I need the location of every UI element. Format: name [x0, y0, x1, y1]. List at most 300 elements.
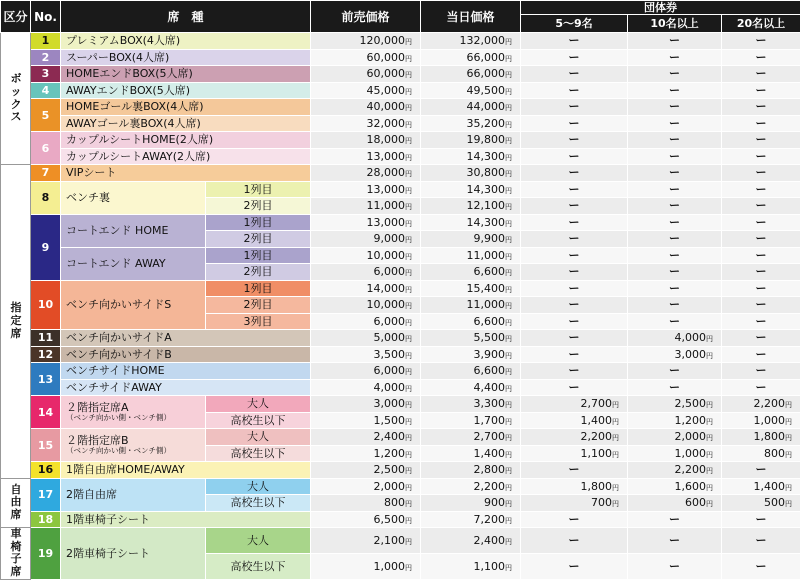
group-price-20: ー [722, 313, 801, 330]
dayof-price-value: 49,500 [466, 83, 506, 97]
yen-unit: 円 [706, 417, 714, 426]
yen-unit: 円 [405, 450, 413, 459]
group-price-20: ー [722, 247, 801, 264]
dayof-price-value: 9,900 [473, 232, 506, 246]
seat-name-text: ベンチ向かいサイドA [66, 331, 172, 345]
yen-unit: 円 [505, 450, 513, 459]
yen-unit: 円 [505, 269, 513, 278]
group-price-10-value: 1,200 [674, 413, 707, 427]
seat-name-text: コートエンド HOME [66, 224, 169, 237]
group-price-20 [722, 412, 801, 429]
table-row [1, 478, 801, 495]
yen-unit: 円 [505, 417, 513, 426]
seat-number: 18 [31, 511, 61, 528]
dayof-price [421, 280, 521, 297]
yen-unit: 円 [505, 252, 513, 261]
seat-name-text: ベンチサイドAWAY [66, 380, 162, 394]
dayof-price [421, 33, 521, 50]
seat-sub-category: 高校生以下 [206, 553, 311, 579]
advance-price-value: 5,000 [373, 331, 406, 345]
table-row [1, 132, 801, 149]
yen-unit: 円 [505, 203, 513, 212]
advance-price [311, 165, 421, 182]
seat-number: 5 [31, 99, 61, 132]
group-price-5-9: ー [521, 148, 628, 165]
yen-unit: 円 [612, 450, 620, 459]
yen-unit: 円 [706, 500, 714, 509]
advance-price [311, 231, 421, 248]
group-price-5-9: ー [521, 297, 628, 314]
seat-name [61, 115, 311, 132]
dayof-price [421, 99, 521, 116]
group-price-10: ー [628, 198, 722, 215]
seat-name [61, 330, 311, 347]
advance-price-value: 1,500 [373, 413, 406, 427]
yen-unit: 円 [405, 186, 413, 195]
group-price-10-value: 4,000 [674, 331, 707, 345]
advance-price [311, 330, 421, 347]
group-price-10: ー [628, 528, 722, 554]
advance-price [311, 511, 421, 528]
seat-name-text: HOMEエンドBOX(5人席) [66, 67, 193, 81]
advance-price-value: 40,000 [366, 100, 406, 114]
yen-unit: 円 [405, 120, 413, 129]
advance-price-value: 28,000 [366, 166, 406, 180]
seat-sub-category: 大人 [206, 528, 311, 554]
yen-unit: 円 [505, 516, 513, 525]
group-price-5-9: ー [521, 379, 628, 396]
group-price-10: ー [628, 313, 722, 330]
advance-price-value: 2,400 [373, 430, 406, 444]
group-price-5-9-value: 1,400 [580, 413, 613, 427]
seat-name [61, 346, 311, 363]
yen-unit: 円 [405, 137, 413, 146]
advance-price [311, 379, 421, 396]
yen-unit: 円 [405, 467, 413, 476]
advance-price [311, 478, 421, 495]
group-price-20: ー [722, 363, 801, 380]
yen-unit: 円 [405, 516, 413, 525]
table-row [1, 462, 801, 479]
seat-name-text: 1階車椅子シート [66, 512, 150, 526]
group-price-10: ー [628, 363, 722, 380]
seat-name-text: カップルシートAWAY(2人席) [66, 149, 211, 163]
yen-unit: 円 [785, 434, 793, 443]
table-row [1, 528, 801, 554]
group-price-10: ー [628, 379, 722, 396]
group-price-20 [722, 396, 801, 413]
group-price-5-9: ー [521, 247, 628, 264]
advance-price [311, 49, 421, 66]
group-price-10: ー [628, 280, 722, 297]
table-row [1, 181, 801, 198]
advance-price-value: 13,000 [366, 215, 406, 229]
yen-unit: 円 [505, 87, 513, 96]
group-price-5-9: ー [521, 165, 628, 182]
advance-price [311, 495, 421, 512]
header-section: 区分 [1, 1, 31, 33]
yen-unit: 円 [405, 500, 413, 509]
group-price-10: ー [628, 264, 722, 281]
seat-number: 14 [31, 396, 61, 429]
seat-sub-category: 2列目 [206, 264, 311, 281]
dayof-price [421, 495, 521, 512]
seat-name-text: 2階自由席 [66, 488, 117, 501]
group-price-5-9: ー [521, 363, 628, 380]
seat-number: 19 [31, 528, 61, 580]
dayof-price [421, 429, 521, 446]
yen-unit: 円 [505, 137, 513, 146]
yen-unit: 円 [785, 401, 793, 410]
advance-price-value: 13,000 [366, 182, 406, 196]
group-price-20: ー [722, 115, 801, 132]
yen-unit: 円 [505, 563, 513, 572]
group-price-10 [628, 478, 722, 495]
group-price-5-9: ー [521, 99, 628, 116]
table-row [1, 363, 801, 380]
group-price-5-9: ー [521, 33, 628, 50]
yen-unit: 円 [505, 285, 513, 294]
group-price-5-9: ー [521, 181, 628, 198]
seat-name [61, 462, 311, 479]
seat-number: 6 [31, 132, 61, 165]
dayof-price-value: 7,200 [473, 512, 506, 526]
yen-unit: 円 [505, 537, 513, 546]
section-name: ボックス [10, 72, 22, 124]
yen-unit: 円 [405, 335, 413, 344]
group-price-20: ー [722, 33, 801, 50]
table-row [1, 247, 801, 264]
advance-price [311, 148, 421, 165]
advance-price-value: 6,000 [373, 364, 406, 378]
dayof-price-value: 14,300 [466, 215, 506, 229]
dayof-price [421, 396, 521, 413]
advance-price [311, 297, 421, 314]
yen-unit: 円 [405, 104, 413, 113]
seat-name-text: ２階指定席B [66, 434, 129, 448]
group-price-5-9: ー [521, 198, 628, 215]
advance-price-value: 10,000 [366, 298, 406, 312]
group-price-5-9: ー [521, 214, 628, 231]
advance-price-value: 9,000 [373, 232, 406, 246]
advance-price-value: 3,000 [373, 397, 406, 411]
group-price-5-9: ー [521, 528, 628, 554]
seat-sub-category: 3列目 [206, 313, 311, 330]
group-price-5-9: ー [521, 330, 628, 347]
yen-unit: 円 [505, 318, 513, 327]
advance-price [311, 445, 421, 462]
header-group: 団体券 [521, 1, 801, 15]
section-name: 指定席 [10, 301, 22, 340]
dayof-price [421, 231, 521, 248]
yen-unit: 円 [505, 186, 513, 195]
header-no: No. [31, 1, 61, 33]
yen-unit: 円 [505, 384, 513, 393]
group-price-10 [628, 429, 722, 446]
group-price-20: ー [722, 82, 801, 99]
group-price-5-9: ー [521, 132, 628, 149]
table-row [1, 49, 801, 66]
advance-price-value: 2,000 [373, 479, 406, 493]
advance-price [311, 132, 421, 149]
group-price-5-9: ー [521, 231, 628, 248]
seat-name [61, 511, 311, 528]
advance-price-value: 11,000 [366, 199, 406, 213]
seat-name-text: 2階車椅子シート [66, 546, 150, 560]
group-price-20-value: 1,000 [753, 413, 786, 427]
dayof-price-value: 12,100 [466, 199, 506, 213]
dayof-price [421, 82, 521, 99]
yen-unit: 円 [505, 401, 513, 410]
seat-name [61, 165, 311, 182]
dayof-price-value: 35,200 [466, 116, 506, 130]
group-price-5-9 [521, 396, 628, 413]
seat-number: 3 [31, 66, 61, 83]
group-price-20: ー [722, 553, 801, 579]
dayof-price-value: 19,800 [466, 133, 506, 147]
group-price-5-9-value: 2,200 [580, 430, 613, 444]
yen-unit: 円 [505, 351, 513, 360]
advance-price-value: 4,000 [373, 380, 406, 394]
group-price-5-9 [521, 478, 628, 495]
seat-name-text: ２階指定席A [66, 401, 129, 415]
dayof-price [421, 363, 521, 380]
advance-price [311, 363, 421, 380]
seat-note: （ベンチ向かい側・ベンチ側） [66, 413, 171, 423]
group-price-5-9: ー [521, 280, 628, 297]
seat-name [61, 66, 311, 83]
seat-number: 4 [31, 82, 61, 99]
yen-unit: 円 [505, 170, 513, 179]
dayof-price-value: 44,000 [466, 100, 506, 114]
advance-price [311, 214, 421, 231]
advance-price [311, 462, 421, 479]
group-price-5-9: ー [521, 115, 628, 132]
group-price-10: ー [628, 231, 722, 248]
group-price-10: ー [628, 297, 722, 314]
dayof-price [421, 412, 521, 429]
group-price-20: ー [722, 528, 801, 554]
group-price-20-value: 800 [764, 446, 786, 460]
seat-name [61, 49, 311, 66]
yen-unit: 円 [405, 203, 413, 212]
seat-number: 15 [31, 429, 61, 462]
yen-unit: 円 [405, 483, 413, 492]
table-row [1, 346, 801, 363]
yen-unit: 円 [706, 434, 714, 443]
seat-name [61, 33, 311, 50]
advance-price-value: 800 [384, 496, 406, 510]
dayof-price-value: 900 [484, 496, 506, 510]
dayof-price-value: 1,100 [473, 559, 506, 573]
seat-sub-category: 2列目 [206, 231, 311, 248]
table-row [1, 280, 801, 297]
group-price-20: ー [722, 231, 801, 248]
advance-price [311, 429, 421, 446]
seat-name [61, 148, 311, 165]
seat-sub-category: 高校生以下 [206, 412, 311, 429]
dayof-price [421, 132, 521, 149]
yen-unit: 円 [505, 104, 513, 113]
table-row [1, 214, 801, 231]
advance-price-value: 6,500 [373, 512, 406, 526]
yen-unit: 円 [785, 483, 793, 492]
table-row [1, 429, 801, 446]
header-seat: 席 種 [61, 1, 311, 33]
table-row [1, 165, 801, 182]
yen-unit: 円 [706, 401, 714, 410]
dayof-price [421, 198, 521, 215]
group-price-5-9-value: 700 [591, 496, 613, 510]
yen-unit: 円 [505, 500, 513, 509]
group-price-20-value: 1,400 [753, 479, 786, 493]
seat-name [61, 181, 206, 214]
group-price-10-value: 1,600 [674, 479, 707, 493]
dayof-price-value: 2,800 [473, 463, 506, 477]
header-advance: 前売価格 [311, 1, 421, 33]
seat-name [61, 99, 311, 116]
advance-price [311, 247, 421, 264]
seat-sub-category: 2列目 [206, 297, 311, 314]
group-price-20: ー [722, 280, 801, 297]
seat-number: 7 [31, 165, 61, 182]
advance-price [311, 115, 421, 132]
dayof-price-value: 5,500 [473, 331, 506, 345]
table-row [1, 99, 801, 116]
group-price-10-value: 2,500 [674, 397, 707, 411]
header-dayof: 当日価格 [421, 1, 521, 33]
seat-name-text: HOMEゴール裏BOX(4人席) [66, 100, 204, 114]
group-price-5-9: ー [521, 264, 628, 281]
table-row [1, 66, 801, 83]
yen-unit: 円 [612, 483, 620, 492]
dayof-price [421, 445, 521, 462]
yen-unit: 円 [785, 417, 793, 426]
seat-sub-category: 高校生以下 [206, 445, 311, 462]
dayof-price [421, 346, 521, 363]
dayof-price-value: 132,000 [459, 34, 506, 48]
seat-name-text: コートエンド AWAY [66, 257, 166, 270]
group-price-10 [628, 445, 722, 462]
group-price-20: ー [722, 49, 801, 66]
seat-name-text: ベンチ裏 [66, 191, 110, 204]
advance-price [311, 412, 421, 429]
seat-name-text: カップルシートHOME(2人席) [66, 133, 214, 147]
dayof-price-value: 14,300 [466, 149, 506, 163]
group-price-20: ー [722, 198, 801, 215]
group-price-10: ー [628, 553, 722, 579]
table-row [1, 148, 801, 165]
group-price-10: ー [628, 511, 722, 528]
dayof-price-value: 14,300 [466, 182, 506, 196]
seat-name [61, 396, 206, 429]
advance-price-value: 45,000 [366, 83, 406, 97]
group-price-5-9: ー [521, 553, 628, 579]
dayof-price-value: 66,000 [466, 67, 506, 81]
group-price-5-9: ー [521, 66, 628, 83]
seat-name [61, 528, 206, 580]
seat-number: 11 [31, 330, 61, 347]
group-price-10: ー [628, 33, 722, 50]
yen-unit: 円 [405, 368, 413, 377]
group-price-20 [722, 478, 801, 495]
dayof-price [421, 379, 521, 396]
dayof-price [421, 115, 521, 132]
group-price-10-value: 2,000 [674, 430, 707, 444]
group-price-10-value: 2,200 [674, 463, 707, 477]
seat-number: 10 [31, 280, 61, 330]
dayof-price-value: 15,400 [466, 281, 506, 295]
yen-unit: 円 [405, 170, 413, 179]
yen-unit: 円 [405, 236, 413, 245]
dayof-price-value: 1,700 [473, 413, 506, 427]
dayof-price [421, 297, 521, 314]
seat-number: 16 [31, 462, 61, 479]
seat-name-text: スーパーBOX(4人席) [66, 50, 170, 64]
yen-unit: 円 [405, 219, 413, 228]
group-price-10: ー [628, 99, 722, 116]
dayof-price-value: 2,400 [473, 533, 506, 547]
group-price-20: ー [722, 511, 801, 528]
group-price-5-9 [521, 412, 628, 429]
group-price-10: ー [628, 165, 722, 182]
group-price-10 [628, 396, 722, 413]
dayof-price-value: 2,200 [473, 479, 506, 493]
group-price-10 [628, 462, 722, 479]
advance-price-value: 120,000 [359, 34, 406, 48]
seat-name [61, 280, 206, 330]
yen-unit: 円 [405, 401, 413, 410]
group-price-10-value: 3,000 [674, 347, 707, 361]
advance-price-value: 1,000 [373, 559, 406, 573]
seat-name-text: ベンチサイドHOME [66, 364, 165, 378]
dayof-price-value: 11,000 [466, 298, 506, 312]
advance-price-value: 13,000 [366, 149, 406, 163]
dayof-price [421, 462, 521, 479]
seat-name [61, 429, 206, 462]
dayof-price [421, 478, 521, 495]
seat-number: 8 [31, 181, 61, 214]
table-row [1, 115, 801, 132]
seat-name [61, 363, 311, 380]
group-price-5-9: ー [521, 462, 628, 479]
section-name: 車椅子席 [10, 527, 22, 578]
group-price-20: ー [722, 132, 801, 149]
advance-price [311, 33, 421, 50]
yen-unit: 円 [505, 467, 513, 476]
group-price-5-9 [521, 495, 628, 512]
dayof-price [421, 66, 521, 83]
group-price-10: ー [628, 49, 722, 66]
seat-name-text: 1階自由席HOME/AWAY [66, 463, 185, 477]
dayof-price-value: 1,400 [473, 446, 506, 460]
yen-unit: 円 [405, 563, 413, 572]
group-price-10: ー [628, 181, 722, 198]
group-price-20 [722, 445, 801, 462]
dayof-price [421, 181, 521, 198]
advance-price [311, 528, 421, 554]
group-price-10 [628, 412, 722, 429]
seat-sub-category: 1列目 [206, 214, 311, 231]
seat-name [61, 247, 206, 280]
table-row [1, 379, 801, 396]
advance-price [311, 66, 421, 83]
advance-price [311, 346, 421, 363]
dayof-price [421, 313, 521, 330]
yen-unit: 円 [405, 434, 413, 443]
advance-price [311, 396, 421, 413]
group-price-20: ー [722, 214, 801, 231]
